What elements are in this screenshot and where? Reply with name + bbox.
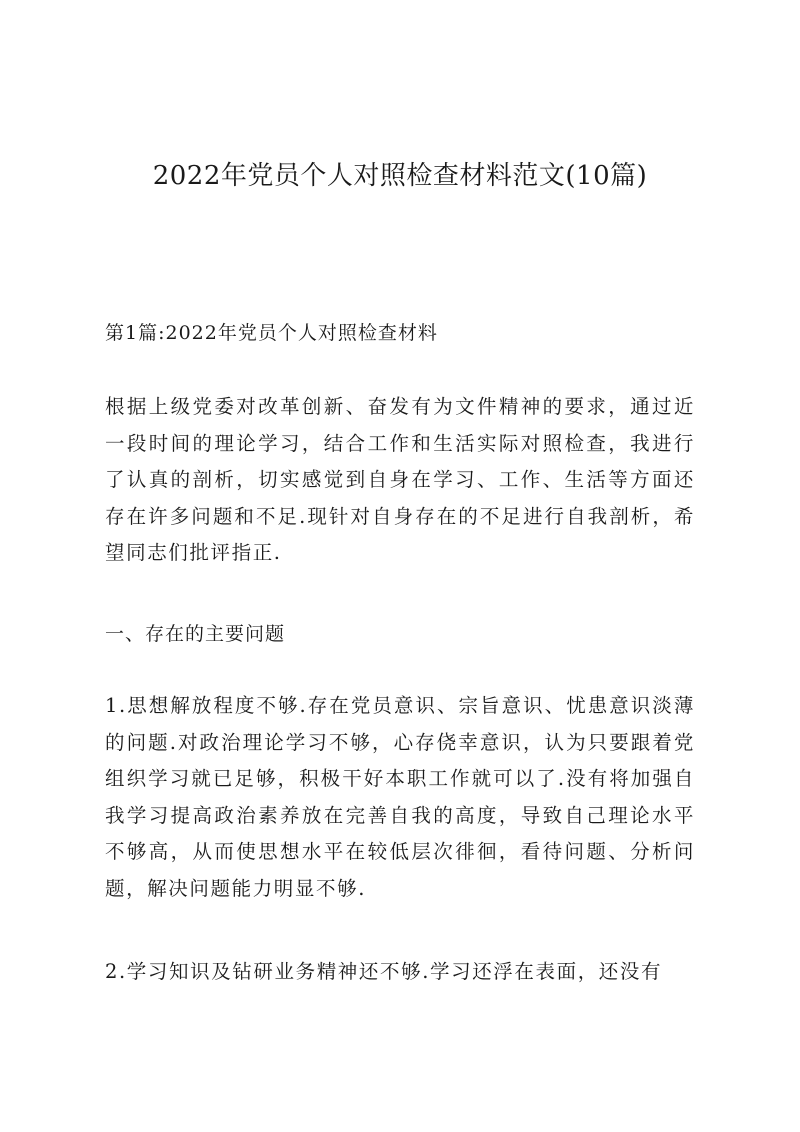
article-subtitle: 第1篇:2022年党员个人对照检查材料 (105, 322, 438, 344)
problem-item-1: 1.思想解放程度不够.存在党员意识、宗旨意识、忧患意识淡薄的问题.对政治理论学习不够，心存侥幸意识，认为只要跟着党组织学习就已足够，积极干好本职工作就可以了.没有将加强自我学习提高政治素养放在完善自我的高度，导致自己理论水平不够高，从而使思想水平在较低层次徘徊，看待问题、分析问题，解决问题能力明显不够. (105, 694, 695, 900)
problem-item-2: 2.学习知识及钻研业务精神还不够.学习还浮在表面，还没有 (105, 960, 663, 983)
document-title: 2022年党员个人对照检查材料范文(10篇) (152, 161, 648, 191)
section-heading: 一、存在的主要问题 (105, 623, 286, 645)
intro-paragraph: 根据上级党委对改革创新、奋发有为文件精神的要求，通过近一段时间的理论学习，结合工作和生活实际对照检查，我进行了认真的剖析，切实感觉到自身在学习、工作、生活等方面还存在许多问题和不足.现针对自身存在的不足进行自我剖析，希望同志们批评指正. (105, 395, 695, 564)
